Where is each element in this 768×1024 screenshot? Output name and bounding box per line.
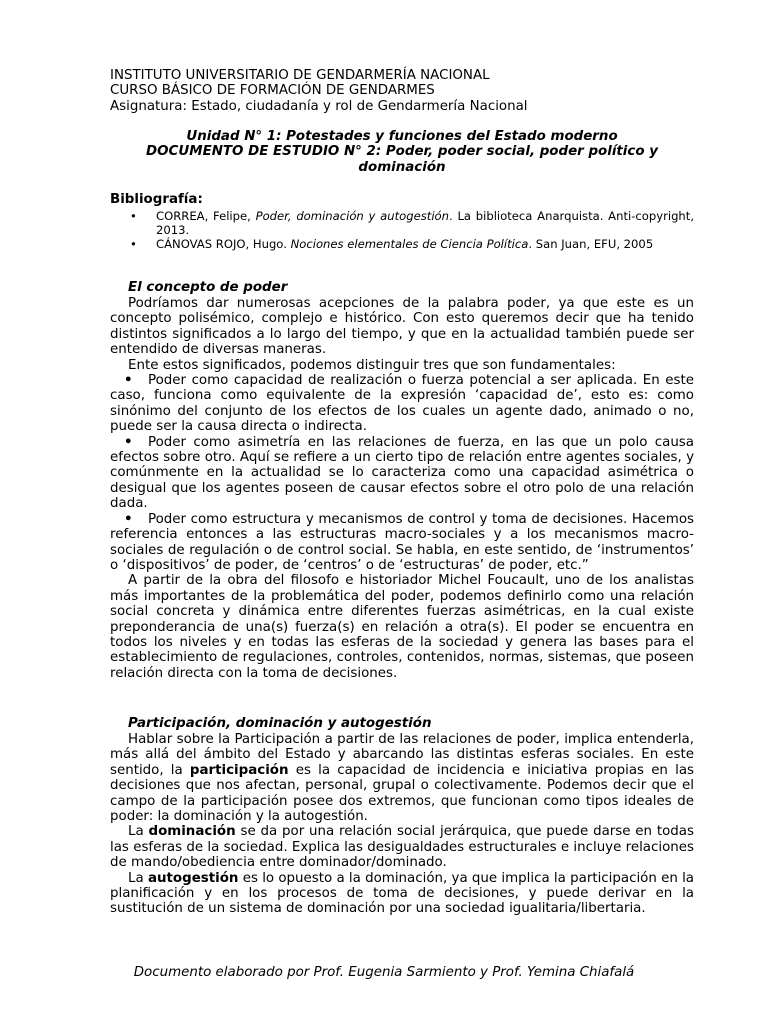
document-title [110, 129, 694, 175]
bullet-paragraph: •Poder como estructura y mecanismos de control y toma de decisiones. Hacemos referencia entonces a las estructuras macro-sociales y a los mecanismos macro-sociales de regulación o de control social. Se habla, en este sentido, de ‘instrumentos’ o ‘dispositivos’ de poder, de ‘centros’ o de ‘estructuras’ de poder, etc.” [110, 512, 694, 574]
paragraph: La autogestión es lo opuesto a la dominación, ya que implica la participación en la planificación y en los procesos de toma de decisiones, y puede derivar en la sustitución de un sistema de dominación por una sociedad igualitaria/libertaria. [110, 870, 695, 917]
document-footer: Documento elaborado por Prof. Eugenia Sarmiento y Prof. Yemina Chiafalá [133, 965, 635, 980]
section1-body [110, 296, 694, 681]
bullet-icon [110, 512, 142, 527]
bullet-paragraph: •Poder como capacidad de realización o fuerza potencial a ser aplicada. En este caso, funciona como equivalente de la expresión ‘capacidad de’, esto es: como sinónimo del conjunto de los efectos de los cuales un agente dado, animado o no, puede ser la causa directa o indirecta. [110, 373, 694, 435]
bullet-icon [110, 435, 142, 450]
term-participacion: participación [189, 762, 289, 778]
paragraph: Ente estos significados, podemos distinguir tres que son fundamentales: [128, 357, 616, 373]
bib-details: . La biblioteca Anarquista. Anti-copyright, 2013. [156, 209, 695, 237]
section2-body [110, 732, 694, 917]
paragraph: La dominación se da por una relación social jerárquica, que puede darse en todas las esferas de la sociedad. Explica las desigualdades estructurales e incluye relaciones de mando/obediencia entre dominador/dominado. [110, 824, 694, 871]
bib-work: Poder, dominación y autogestión [255, 209, 449, 223]
subject-name: Asignatura: Estado, ciudadanía y rol de Gendarmería Nacional [110, 98, 528, 114]
institution-header [110, 68, 694, 114]
course-name: CURSO BÁSICO DE FORMACIÓN DE GENDARMES [110, 83, 435, 99]
bullet-icon: • [130, 237, 137, 251]
bib-details: . San Juan, EFU, 2005 [528, 237, 654, 251]
section-heading: El concepto de poder [128, 280, 288, 295]
study-doc-title: DOCUMENTO DE ESTUDIO N° 2: Poder, poder social, poder político y dominación [146, 144, 658, 175]
bullet-paragraph: •Poder como asimetría en las relaciones de fuerza, en las que un polo causa efectos sobre otro. Aquí se refiere a un cierto tipo de relación entre agentes sociales, y comúnmente en la actualidad se lo caracteriza como una capacidad asimétrica o desigual que los agentes poseen de causar efectos sobre el otro polo de una relación dada. [110, 435, 694, 512]
bib-work: Nociones elementales de Ciencia Política [290, 237, 529, 251]
paragraph: Hablar sobre la Participación a partir de las relaciones de poder, implica entenderla, más allá del ámbito del Estado y abarcando las distintas esferas sociales. En este sentido, la participación es la capacidad de incidencia e iniciativa propias en las decisiones que nos afectan, personal, grupal o colectivamente. Podemos decir que el campo de la participación posee dos extremos, que funcionan como tipos ideales de poder: la dominación y la autogestión. [110, 732, 694, 825]
bib-authors: CÁNOVAS ROJO, Hugo. [156, 237, 291, 251]
bullet-icon: • [130, 209, 137, 223]
paragraph: Podríamos dar numerosas acepciones de la palabra poder, ya que este es un concepto polisémico, complejo e histórico. Con esto queremos decir que ha tenido distintos significados a lo largo del tiempo, y que en la actualidad también puede ser entendido de diversas maneras. [110, 296, 694, 358]
section-heading: Participación, dominación y autogestión [128, 716, 432, 731]
institution-name: INSTITUTO UNIVERSITARIO DE GENDARMERÍA NACIONAL [110, 68, 490, 83]
bibliography-heading: Bibliografía: [110, 192, 203, 207]
bib-authors: CORREA, Felipe, [156, 209, 256, 223]
term-autogestion: autogestión [147, 870, 239, 886]
unit-title: Unidad N° 1: Potestades y funciones del Estado moderno [186, 129, 618, 144]
paragraph: A partir de la obra del filosofo e historiador Michel Foucault, uno de los analistas más importantes de la problemática del poder, podemos definirlo como una relación social concreta y dinámica entre diferentes fuerzas asimétricas, en la cual existe preponderancia de una(s) fuerza(s) en relación a otra(s). El poder se encuentra en todos los niveles y en todas las esferas de la sociedad y genera las bases para el establecimiento de regulaciones, controles, contenidos, normas, sistemas, que poseen relación directa con la toma de decisiones. [110, 573, 694, 681]
term-dominacion: dominación [148, 824, 236, 840]
bullet-icon [110, 373, 142, 388]
